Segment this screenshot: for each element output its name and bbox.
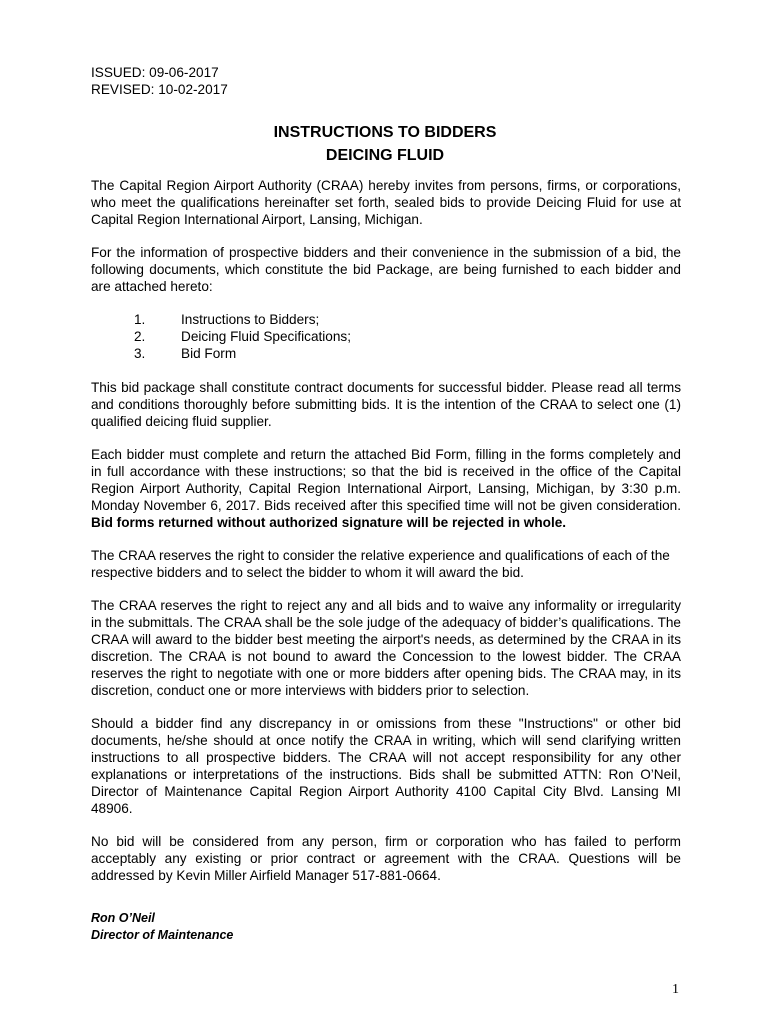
document-dates [91,64,228,98]
list-item-number: 2. [134,329,146,344]
revised-date: REVISED: 10-02-2017 [91,82,228,97]
title-line-2: DEICING FLUID [325,147,445,164]
document-body [91,177,681,900]
bid-form-text: Each bidder must complete and return the attached Bid Form, filling in the forms completely and in full accordance with these instructions; so that the bid is received in the office of the Capital Region Airport Authority, Capital Region International Airport, Lansing, Michigan, by 3:30 p.m. Monday November 6, 2017. Bids received after this specified time will not be given consideration. [91,447,681,513]
list-item-number: 1. [134,312,146,327]
signature-block [91,910,233,944]
paragraph-contract: This bid package shall constitute contract documents for successful bidder. Please read all terms and conditions thoroughly before submitting bids. It is the intention of the CRAA to select one (1) qualified deicing fluid supplier. [91,380,681,429]
list-item [91,345,681,362]
list-item-text: Instructions to Bidders; [181,312,320,327]
signature-title: Director of Maintenance [91,928,234,942]
paragraph-documents: For the information of prospective bidders and their convenience in the submission of a bid, the following documents, which constitute the bid Package, are being furnished to each bidder and are attached hereto: [91,245,681,294]
list-item [91,328,681,345]
page-number: 1 [672,982,679,997]
list-item [91,311,681,328]
bid-form-warning: Bid forms returned without authorized signature will be rejected in whole. [91,515,567,530]
paragraph-qualifications: The CRAA reserves the right to consider the relative experience and qualifications of each of the respective bidders and to select the bidder to whom it will award the bid. [91,548,670,580]
paragraph-discrepancy: Should a bidder find any discrepancy in or omissions from these "Instructions" or other bid documents, he/she should at once notify the CRAA in writing, which will send clarifying written instructions to all prospective bidders. The CRAA will not accept responsibility for any other explanations or interpretations of the instructions. Bids shall be submitted ATTN: Ron O’Neil, Director of Maintenance Capital Region Airport Authority 4100 Capital City Blvd. Lansing MI 48906. [91,716,681,816]
paragraph-rights: The CRAA reserves the right to reject any and all bids and to waive any informality or irregularity in the submittals. The CRAA shall be the sole judge of the adequacy of bidder’s qualifications. The CRAA will award to the bidder best meeting the airport's needs, as determined by the CRAA in its discretion. The CRAA is not bound to award the Concession to the lowest bidder. The CRAA reserves the right to negotiate with one or more bidders after opening bids. The CRAA may, in its discretion, conduct one or more interviews with bidders prior to selection. [91,598,681,698]
list-item-number: 3. [134,346,146,361]
signature-name: Ron O’Neil [91,911,155,925]
issued-date: ISSUED: 09-06-2017 [91,65,219,80]
paragraph-invitation: The Capital Region Airport Authority (CRAA) hereby invites from persons, firms, or corporations, who meet the qualifications hereinafter set forth, sealed bids to provide Deicing Fluid for use at Capital Region International Airport, Lansing, Michigan. [91,178,681,227]
paragraph-bid-form [91,446,681,531]
document-list [91,311,681,362]
list-item-text: Bid Form [181,346,237,361]
paragraph-eligibility: No bid will be considered from any person, firm or corporation who has failed to perform acceptably any existing or prior contract or agreement with the CRAA. Questions will be addressed by Kevin Miller Airfield Manager 517-881-0664. [91,834,681,883]
list-item-text: Deicing Fluid Specifications; [181,329,352,344]
document-title [0,121,770,167]
title-line-1: INSTRUCTIONS TO BIDDERS [273,124,497,141]
